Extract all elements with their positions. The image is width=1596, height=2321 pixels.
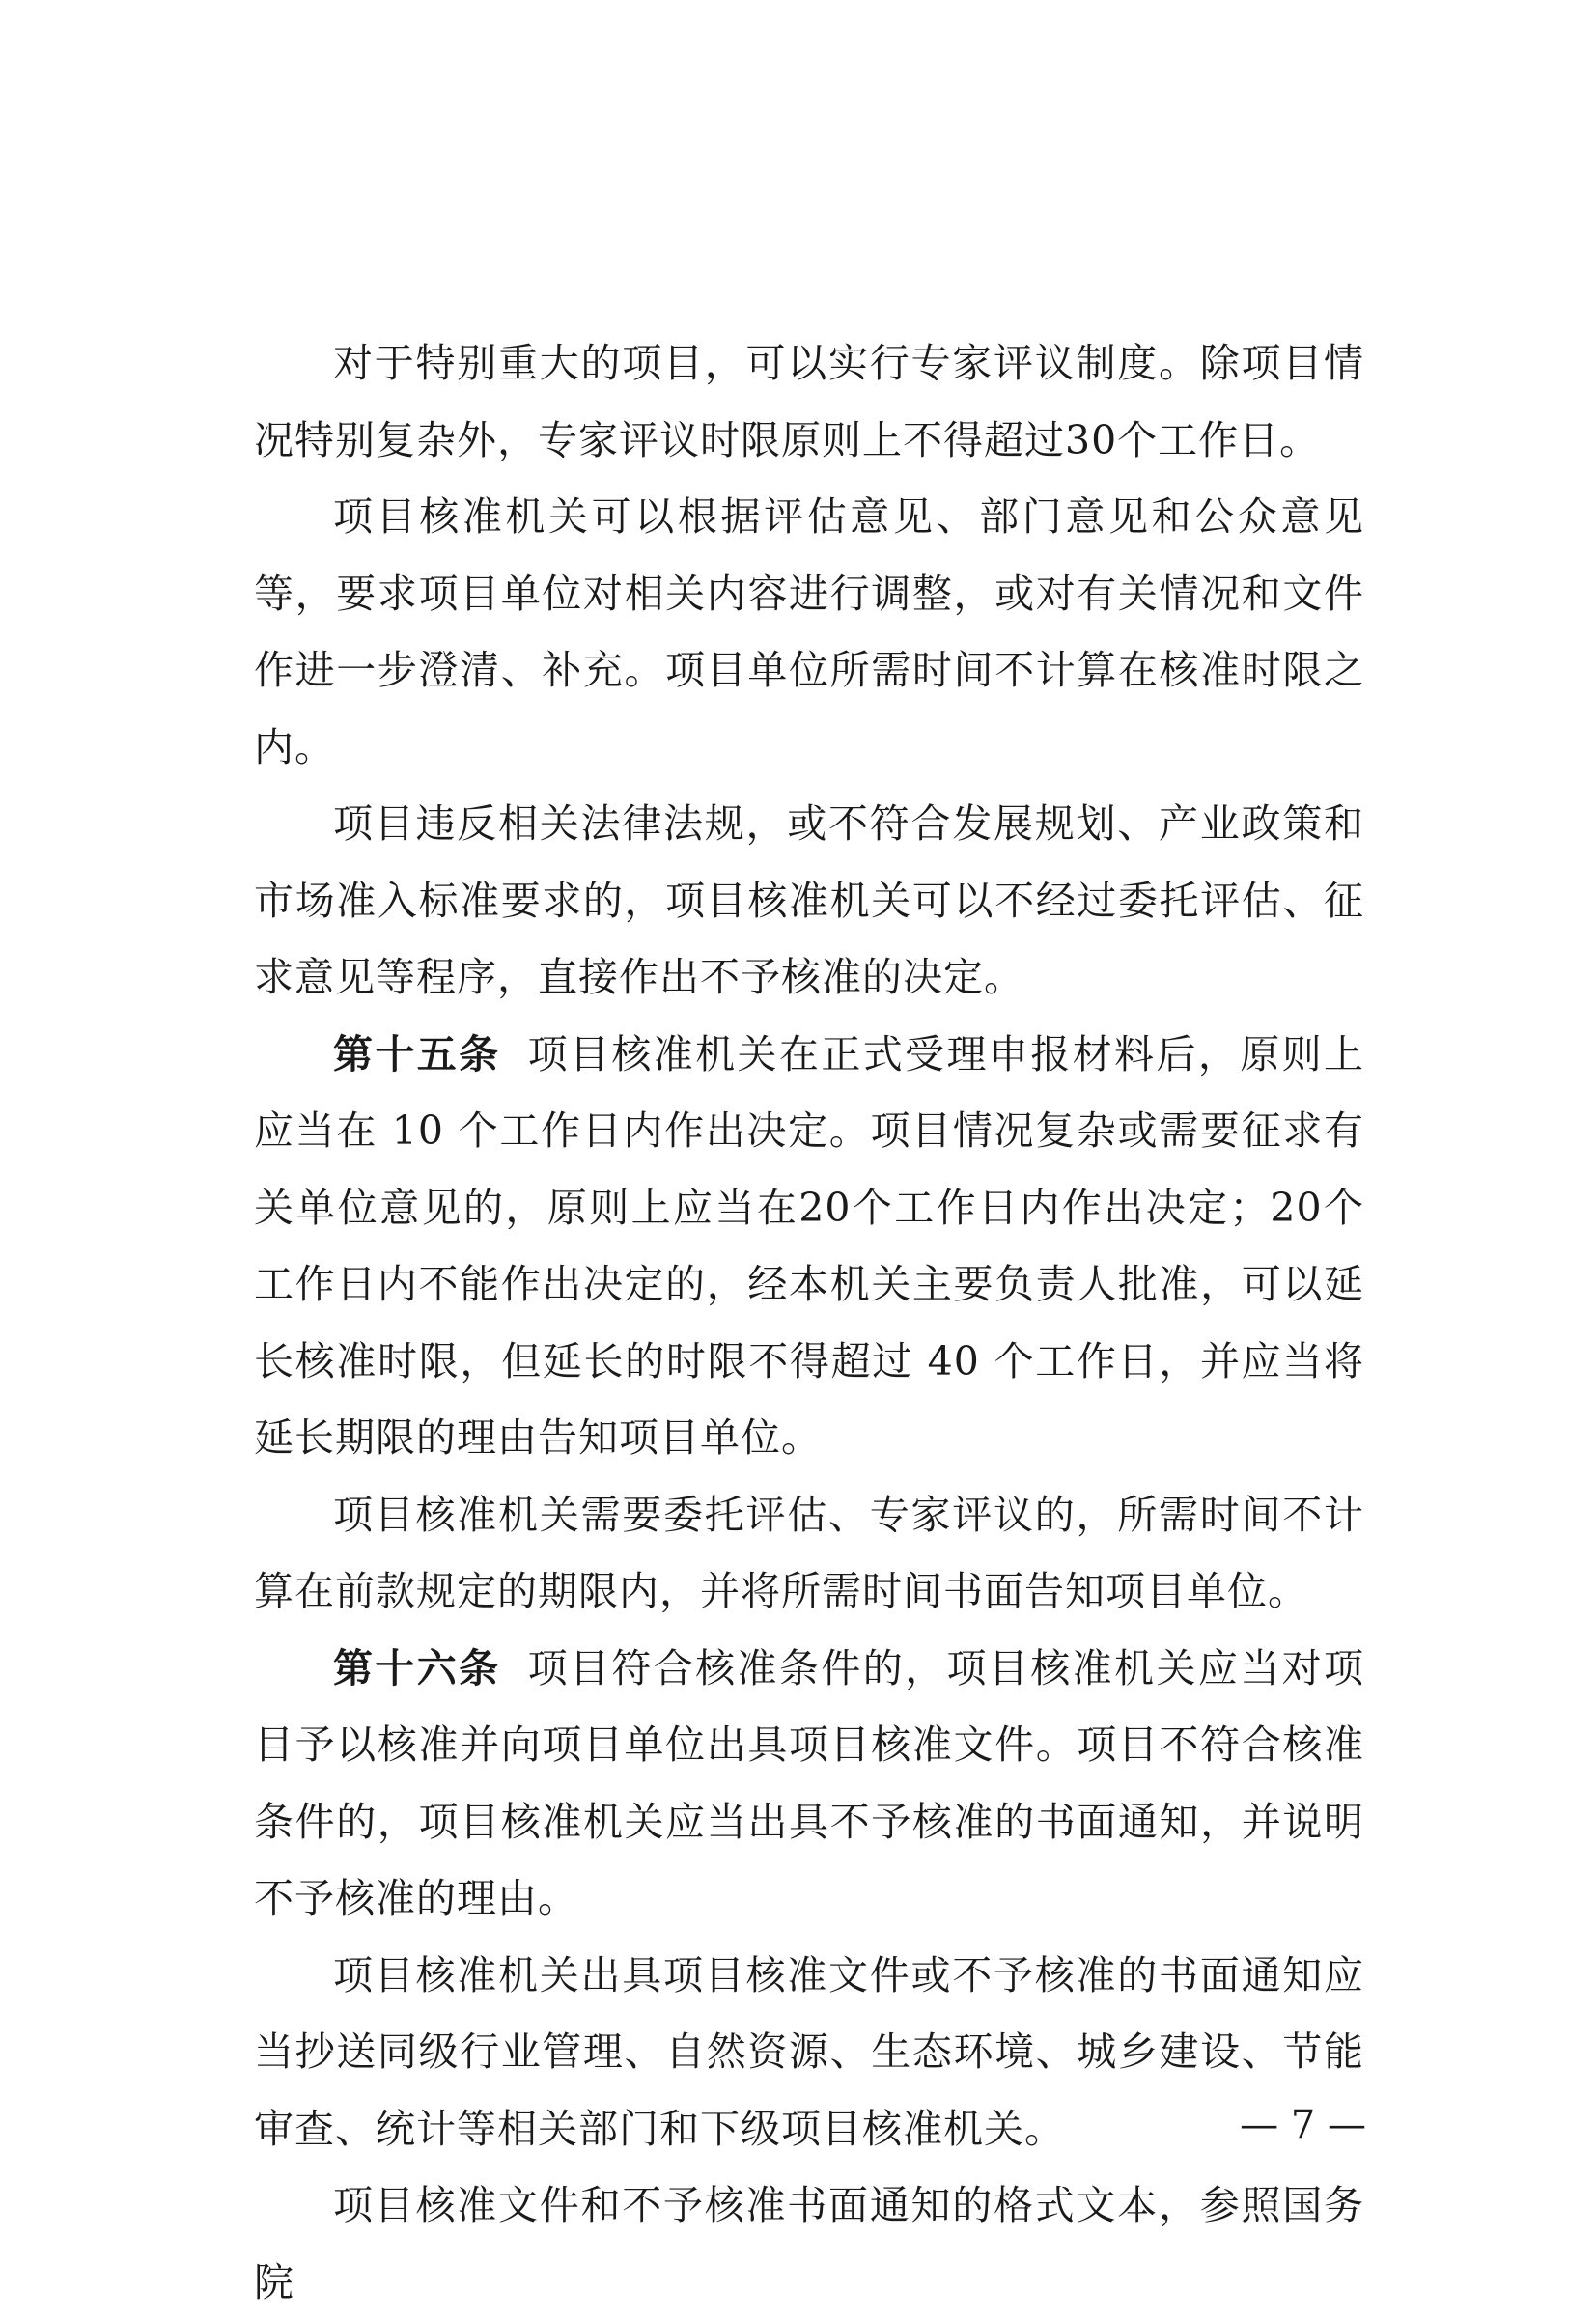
paragraph-1 xyxy=(254,325,1364,479)
paragraph-8 xyxy=(254,2167,1364,2321)
paragraph-text: 项目核准文件和不予核准书面通知的格式文本，参照国务院 xyxy=(254,2182,1364,2306)
paragraph-text: 项目核准机关可以根据评估意见、部门意见和公众意见等，要求项目单位对相关内容进行调整，或对有关情况和文件作进一步澄清、补充。项目单位所需时间不计算在核准时限之内。 xyxy=(254,493,1364,770)
paragraph-text: 项目核准机关在正式受理申报材料后，原则上应当在 10 个工作日内作出决定。项目情况复杂或需要征求有关单位意见的，原则上应当在20个工作日内作出决定；20个工作日内不能作出决定的，经本机关主要负责人批准，可以延长核准时限，但延长的时限不得超过 40 个工作日，并应当将延长期限的理由告知项目单位。 xyxy=(254,1030,1365,1461)
paragraph-4 xyxy=(254,1017,1364,1477)
paragraph-6 xyxy=(254,1631,1364,1938)
paragraph-3 xyxy=(254,786,1364,1017)
paragraph-text: 对于特别重大的项目，可以实行专家评议制度。除项目情况特别复杂外，专家评议时限原则上不得超过30个工作日。 xyxy=(254,340,1364,463)
page-number: — 7 — xyxy=(1240,2103,1366,2147)
paragraph-2 xyxy=(254,479,1364,786)
paragraph-text: 项目核准机关出具项目核准文件或不予核准的书面通知应当抄送同级行业管理、自然资源、生态环境、城乡建设、节能审查、统计等相关部门和下级项目核准机关。 xyxy=(254,1951,1364,2152)
article-number-16: 第十六条 xyxy=(333,1644,501,1692)
paragraph-text: 项目符合核准条件的，项目核准机关应当对项目予以核准并向项目单位出具项目核准文件。项目不符合核准条件的，项目核准机关应当出具不予核准的书面通知，并说明不予核准的理由。 xyxy=(254,1644,1365,1921)
paragraph-text: 项目违反相关法律法规，或不符合发展规划、产业政策和市场准入标准要求的，项目核准机关可以不经过委托评估、征求意见等程序，直接作出不予核准的决定。 xyxy=(254,800,1364,1000)
paragraph-5 xyxy=(254,1477,1364,1631)
paragraph-7 xyxy=(254,1938,1364,2168)
article-number-15: 第十五条 xyxy=(333,1030,501,1077)
paragraph-text: 项目核准机关需要委托评估、专家评议的，所需时间不计算在前款规定的期限内，并将所需时间书面告知项目单位。 xyxy=(254,1491,1364,1614)
document-body xyxy=(254,325,1364,2321)
